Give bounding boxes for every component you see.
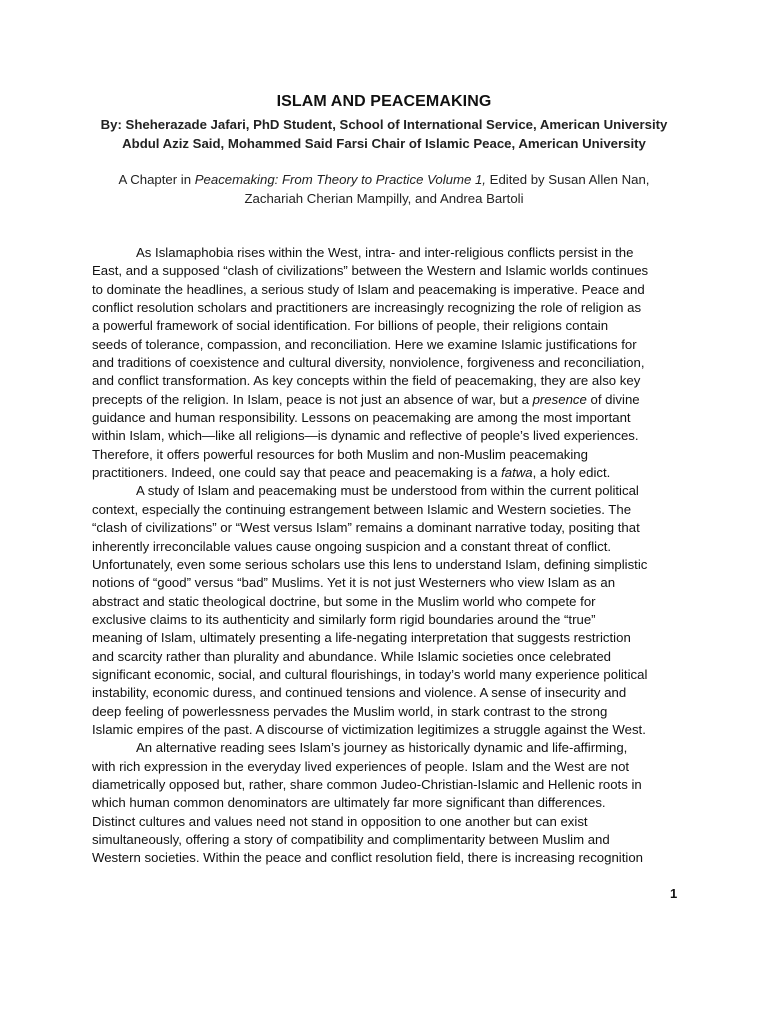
text-line: instability, economic duress, and continued tensions and violence. A sense of insecurity and: [92, 685, 627, 701]
text-segment: , a holy edict.: [532, 465, 611, 481]
byline-author-1: By: Sheherazade Jafari, PhD Student, School of International Service, American University: [100, 117, 668, 132]
body-text: [92, 244, 692, 868]
text-line: Therefore, it offers powerful resources for both Muslim and non-Muslim peacemaking: [92, 446, 588, 462]
text-line: within Islam, which—like all religions—is dynamic and reflective of people’s lived experiences.: [92, 428, 639, 444]
text-line: A study of Islam and peacemaking must be understood from within the current political: [136, 483, 639, 499]
text-line: a powerful framework of social identification. For billions of people, their religions contain: [92, 318, 609, 334]
text-line: “clash of civilizations” or “West versus Islam” remains a dominant narrative today, positing that: [92, 520, 640, 536]
paragraph-2: [92, 482, 692, 739]
text-segment: precepts of the religion. In Islam, peace is not just an absence of war, but a: [92, 391, 533, 407]
emphasis-fatwa: fatwa: [501, 465, 533, 481]
text-line: [92, 464, 692, 482]
text-line: conflict resolution scholars and practitioners are increasingly recognizing the role of religion as: [92, 300, 642, 316]
text-line: Unfortunately, even some serious scholars use this lens to understand Islam, defining simplistic: [92, 556, 648, 572]
text-line: with rich expression in the everyday lived experiences of people. Islam and the West are not: [92, 758, 630, 774]
paragraph-1: [92, 244, 692, 482]
text-line: Western societies. Within the peace and conflict resolution field, there is increasing recognition: [92, 850, 643, 866]
text-line: context, especially the continuing estrangement between Islamic and Western societies. The: [92, 501, 632, 517]
page-number: 1: [670, 886, 678, 901]
text-line: Distinct cultures and values need not stand in opposition to one another but can exist: [92, 813, 588, 829]
text-line: [92, 391, 692, 409]
text-segment: of divine: [586, 391, 640, 407]
text-line: notions of “good” versus “bad” Muslims. Yet it is not just Westerners who view Islam as an: [92, 575, 616, 591]
text-line: significant economic, social, and cultural flourishings, in today’s world many experience political: [92, 666, 648, 682]
text-line: and scarcity rather than plurality and abundance. While Islamic societies once celebrated: [92, 648, 611, 664]
text-line: guidance and human responsibility. Lessons on peacemaking are among the most important: [92, 410, 631, 426]
text-line: As Islamaphobia rises within the West, intra- and inter-religious conflicts persist in the: [136, 245, 634, 260]
paragraph-3: [92, 739, 692, 867]
text-line: which human common denominators are ultimately far more significant than differences.: [92, 795, 606, 811]
chapter-info-line-2: Zachariah Cherian Mampilly, and Andrea Bartoli: [244, 191, 524, 206]
text-line: deep feeling of powerlessness pervades the Muslim world, in stark contrast to the strong: [92, 703, 608, 719]
text-line: simultaneously, offering a story of compatibility and complimentarity between Muslim and: [92, 832, 610, 847]
document-title: ISLAM AND PEACEMAKING: [276, 93, 492, 110]
text-line: and traditions of coexistence and cultural diversity, nonviolence, forgiveness and reconciliation,: [92, 355, 645, 371]
text-line: exclusive claims to its authenticity and similarly form rigid boundaries around the “true”: [92, 611, 596, 627]
chapter-editors: Edited by Susan Allen Nan,: [485, 172, 650, 187]
text-line: abstract and static theological doctrine, but some in the Muslim world who compete for: [92, 593, 596, 609]
chapter-book-title: Peacemaking: From Theory to Practice Volume 1,: [194, 172, 486, 187]
text-line: seeds of tolerance, compassion, and reconciliation. Here we examine Islamic justifications for: [92, 336, 637, 352]
chapter-info-line-1: [0, 170, 768, 189]
text-line: and conflict transformation. As key concepts within the field of peacemaking, they are also key: [92, 373, 641, 389]
text-line: Islamic empires of the past. A discourse of victimization legitimizes a struggle against the West.: [92, 721, 646, 737]
text-line: inherently irreconcilable values cause ongoing suspicion and a constant threat of conflict.: [92, 538, 612, 554]
text-line: An alternative reading sees Islam’s journey as historically dynamic and life-affirming,: [136, 740, 628, 756]
text-line: meaning of Islam, ultimately presenting a life-negating interpretation that suggests restriction: [92, 630, 631, 646]
text-line: to dominate the headlines, a serious study of Islam and peacemaking is imperative. Peace and: [92, 281, 645, 297]
text-line: East, and a supposed “clash of civilizations” between the Western and Islamic worlds continues: [92, 263, 649, 279]
emphasis-presence: presence: [532, 391, 587, 407]
text-line: diametrically opposed but, rather, share common Judeo-Christian-Islamic and Hellenic roots in: [92, 776, 642, 792]
chapter-prefix: A Chapter in: [118, 172, 195, 187]
byline-author-2: Abdul Aziz Said, Mohammed Said Farsi Chair of Islamic Peace, American University: [122, 136, 646, 151]
text-segment: practitioners. Indeed, one could say that peace and peacemaking is a: [92, 465, 502, 481]
